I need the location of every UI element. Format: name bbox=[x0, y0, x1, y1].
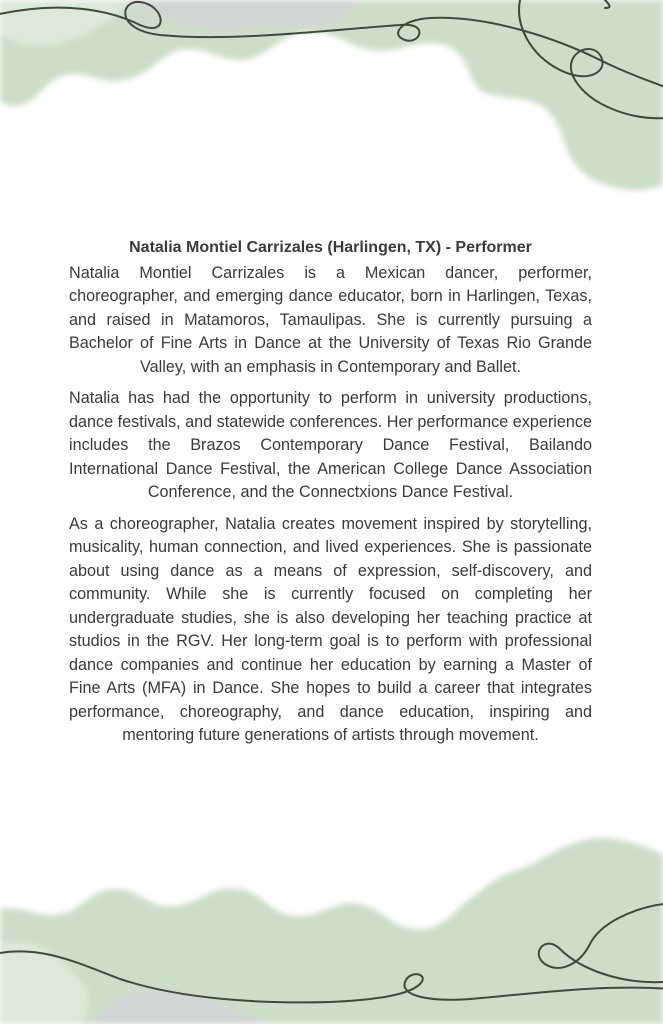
bio-paragraph-3: As a choreographer, Natalia creates movement inspired by storytelling, musicality, human connection, and lived experiences. She is passionate about using dance as a means of expression, self-discovery, and community. While she is currently focused on completing her undergraduate studies, she is also developing her teaching practice at studios in the RGV. Her long-term goal is to perform with professional dance companies and continue her education by earning a Master of Fine Arts (MFA) in Dance. She hopes to build a career that integrates performance, choreography, and dance education, inspiring and mentoring future generations of artists through movement. bbox=[69, 514, 592, 744]
bio-paragraph-2: Natalia has had the opportunity to perform in university productions, dance festivals, and statewide conferences. Her performance experience includes the Brazos Contemporary Dance Festival, Bailando International Dance Festival, the American College Dance Association Conference, and the Connectxions Dance Festival. bbox=[69, 389, 592, 501]
performer-title: Natalia Montiel Carrizales (Harlingen, TX) - Performer bbox=[129, 239, 532, 256]
bottom-watercolor-decoration bbox=[0, 834, 663, 1024]
top-watercolor-decoration bbox=[0, 0, 663, 200]
top-green-wash bbox=[0, 0, 663, 190]
bio-paragraph-1: Natalia Montiel Carrizales is a Mexican dancer, performer, choreographer, and emerging dance educator, born in Harlingen, Texas, and raised in Matamoros, Tamaulipas. She is currently pursuing a Bachelor of Fine Arts in Dance at the University of Texas Rio Grande Valley, with an emphasis in Contemporary and Ballet. bbox=[69, 263, 592, 376]
bio-section bbox=[69, 236, 592, 756]
bottom-green-wash bbox=[0, 838, 663, 1024]
